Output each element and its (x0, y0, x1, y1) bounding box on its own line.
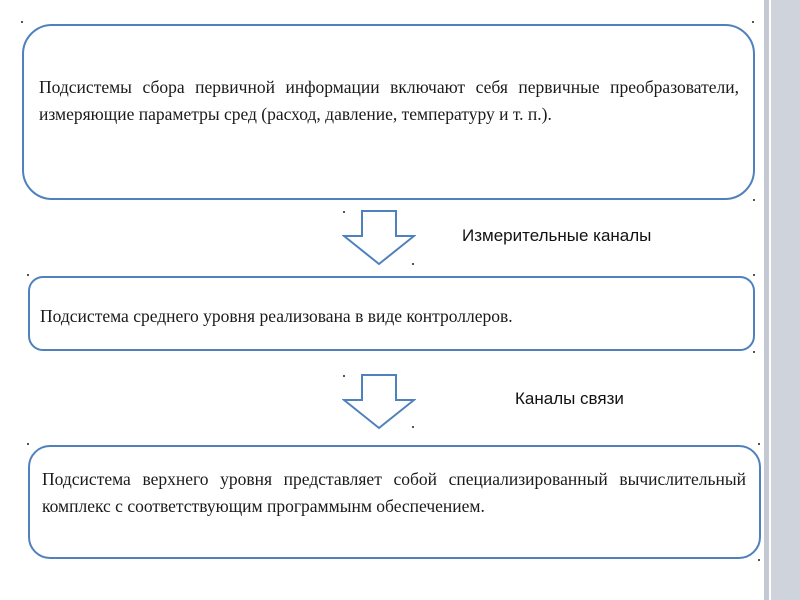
decor-dot (27, 443, 29, 445)
decor-dot (343, 375, 345, 377)
decor-dot (343, 211, 345, 213)
primary-info-text: Подсистемы сбора первичной информации включают себя первичные преобразователи, измеряющие параметры сред (расход, давление, температуру и т. п.). (39, 77, 739, 124)
upper-level-text: Подсистема верхнего уровня представляет собой специализированный вычислительный комплекс с соответствующим программынм обеспечением. (42, 469, 746, 516)
decor-dot (412, 263, 414, 265)
decor-dot (758, 443, 760, 445)
decor-dot (758, 559, 760, 561)
decor-dot (412, 426, 414, 428)
down-arrow-icon (342, 210, 416, 266)
connector-label-communication-channels: Каналы связи (515, 389, 624, 408)
decor-dot (752, 21, 754, 23)
decor-dot (21, 21, 23, 23)
down-arrow-icon (342, 374, 416, 430)
middle-level-box (28, 276, 755, 351)
middle-level-text: Подсистема среднего уровня реализована в виде контроллеров. (40, 306, 513, 326)
upper-level-box (28, 445, 761, 559)
decor-dot (753, 351, 755, 353)
decor-dot (753, 274, 755, 276)
primary-info-box (22, 24, 755, 200)
decor-dot (27, 274, 29, 276)
side-stripe-wide (771, 0, 800, 600)
decor-dot (753, 199, 755, 201)
connector-label-measurement-channels: Измерительные каналы (462, 226, 652, 245)
